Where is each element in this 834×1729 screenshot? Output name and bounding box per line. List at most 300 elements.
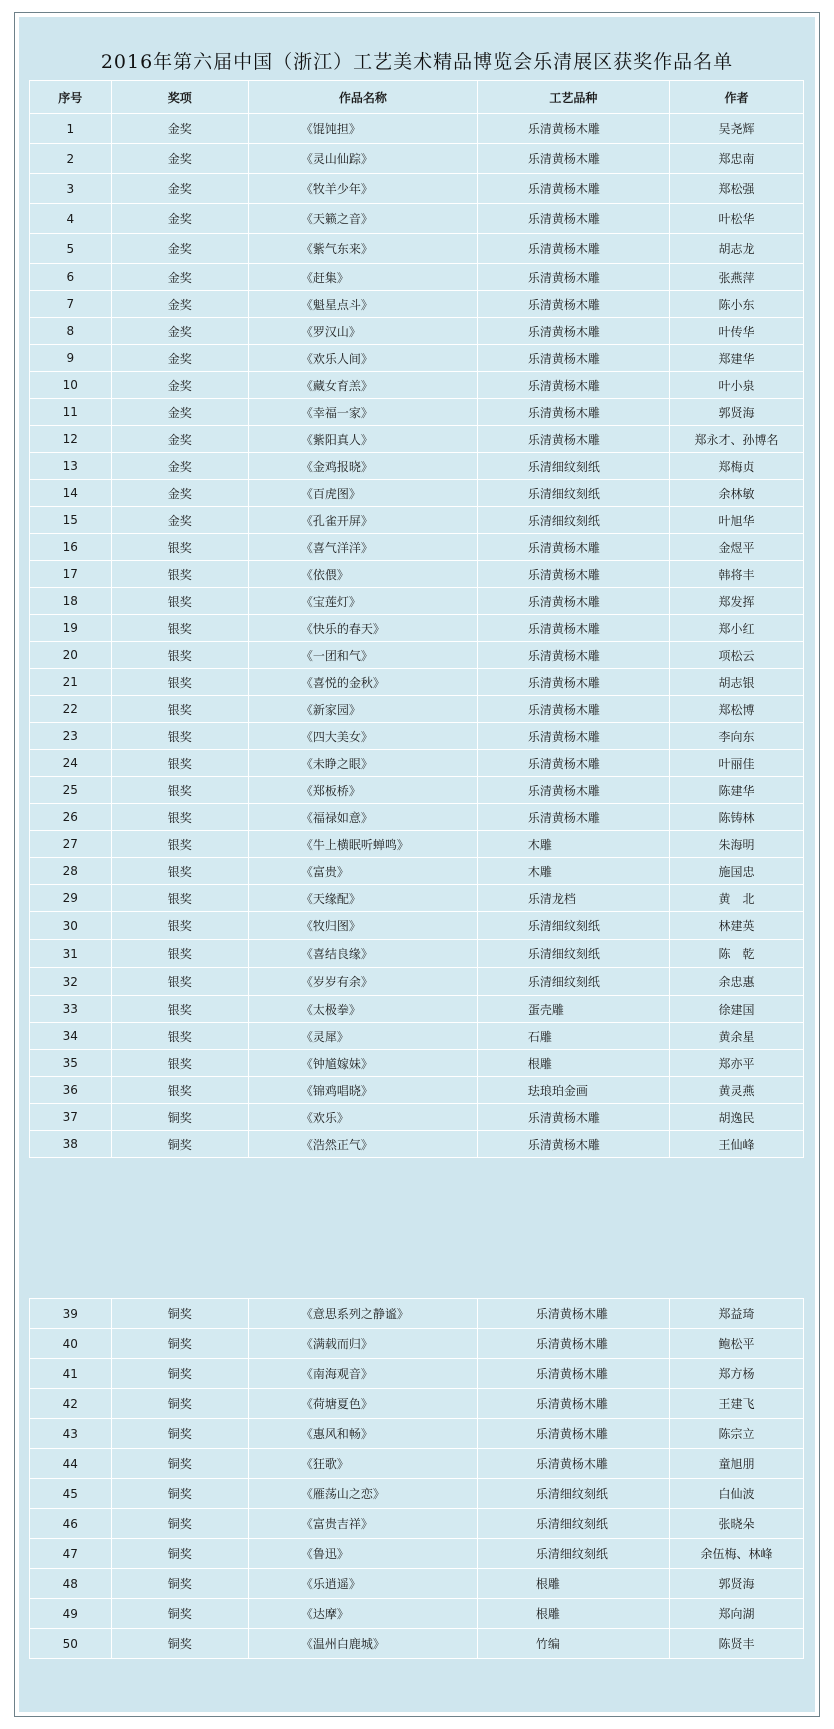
cell-craft-type: 乐清黄杨木雕 <box>477 804 669 831</box>
cell-craft-type: 乐清黄杨木雕 <box>477 426 669 453</box>
cell-work-title: 《太极拳》 <box>248 996 477 1023</box>
cell-craft-type: 根雕 <box>477 1569 669 1599</box>
cell-award: 银奖 <box>111 615 248 642</box>
cell-craft-type: 乐清细纹刻纸 <box>477 1479 669 1509</box>
cell-index: 36 <box>30 1077 112 1104</box>
table-row <box>30 1077 804 1104</box>
cell-work-title: 《雁荡山之恋》 <box>248 1479 477 1509</box>
header-craft-type: 工艺品种 <box>477 81 669 114</box>
table-row <box>30 1299 804 1329</box>
cell-author: 徐建国 <box>669 996 803 1023</box>
cell-author: 郭贤海 <box>669 1569 803 1599</box>
table-row <box>30 114 804 144</box>
cell-index: 34 <box>30 1023 112 1050</box>
table-row <box>30 858 804 885</box>
cell-craft-type: 乐清黄杨木雕 <box>477 204 669 234</box>
cell-index: 47 <box>30 1539 112 1569</box>
table-header-row <box>30 81 804 114</box>
cell-award: 金奖 <box>111 174 248 204</box>
cell-craft-type: 乐清细纹刻纸 <box>477 912 669 940</box>
cell-craft-type: 乐清黄杨木雕 <box>477 669 669 696</box>
cell-index: 45 <box>30 1479 112 1509</box>
cell-author: 林建英 <box>669 912 803 940</box>
cell-index: 29 <box>30 885 112 912</box>
cell-award: 银奖 <box>111 696 248 723</box>
cell-index: 16 <box>30 534 112 561</box>
cell-award: 铜奖 <box>111 1449 248 1479</box>
cell-award: 金奖 <box>111 345 248 372</box>
table-row <box>30 1050 804 1077</box>
cell-award: 银奖 <box>111 968 248 996</box>
cell-index: 10 <box>30 372 112 399</box>
cell-award: 银奖 <box>111 885 248 912</box>
cell-author: 余忠惠 <box>669 968 803 996</box>
cell-award: 银奖 <box>111 912 248 940</box>
cell-work-title: 《快乐的春天》 <box>248 615 477 642</box>
cell-author: 叶传华 <box>669 318 803 345</box>
table-row <box>30 777 804 804</box>
cell-index: 15 <box>30 507 112 534</box>
table-row <box>30 291 804 318</box>
cell-award: 铜奖 <box>111 1539 248 1569</box>
cell-award: 铜奖 <box>111 1629 248 1659</box>
cell-work-title: 《福禄如意》 <box>248 804 477 831</box>
cell-craft-type: 根雕 <box>477 1599 669 1629</box>
cell-craft-type: 乐清黄杨木雕 <box>477 114 669 144</box>
cell-index: 8 <box>30 318 112 345</box>
cell-work-title: 《天籁之音》 <box>248 204 477 234</box>
cell-craft-type: 乐清黄杨木雕 <box>477 234 669 264</box>
cell-index: 5 <box>30 234 112 264</box>
cell-work-title: 《狂歌》 <box>248 1449 477 1479</box>
cell-work-title: 《依偎》 <box>248 561 477 588</box>
table-row <box>30 1569 804 1599</box>
cell-award: 铜奖 <box>111 1419 248 1449</box>
cell-craft-type: 乐清黄杨木雕 <box>477 1104 669 1131</box>
cell-craft-type: 乐清黄杨木雕 <box>477 750 669 777</box>
cell-award: 银奖 <box>111 723 248 750</box>
cell-author: 王仙峰 <box>669 1131 803 1158</box>
cell-index: 27 <box>30 831 112 858</box>
cell-author: 余伍梅、林峰 <box>669 1539 803 1569</box>
cell-author: 韩将丰 <box>669 561 803 588</box>
cell-award: 银奖 <box>111 669 248 696</box>
cell-award: 金奖 <box>111 426 248 453</box>
cell-index: 48 <box>30 1569 112 1599</box>
table-row <box>30 1629 804 1659</box>
cell-craft-type: 乐清黄杨木雕 <box>477 345 669 372</box>
cell-work-title: 《岁岁有余》 <box>248 968 477 996</box>
cell-award: 金奖 <box>111 399 248 426</box>
cell-index: 6 <box>30 264 112 291</box>
cell-author: 李向东 <box>669 723 803 750</box>
cell-craft-type: 乐清黄杨木雕 <box>477 588 669 615</box>
cell-author: 叶丽佳 <box>669 750 803 777</box>
cell-work-title: 《宝莲灯》 <box>248 588 477 615</box>
cell-index: 23 <box>30 723 112 750</box>
cell-craft-type: 乐清黄杨木雕 <box>477 264 669 291</box>
cell-award: 银奖 <box>111 561 248 588</box>
cell-award: 金奖 <box>111 480 248 507</box>
cell-work-title: 《欢乐人间》 <box>248 345 477 372</box>
cell-award: 金奖 <box>111 264 248 291</box>
cell-index: 19 <box>30 615 112 642</box>
table-row <box>30 204 804 234</box>
table-row <box>30 750 804 777</box>
cell-craft-type: 乐清黄杨木雕 <box>477 696 669 723</box>
table-row <box>30 1599 804 1629</box>
cell-work-title: 《四大美女》 <box>248 723 477 750</box>
cell-author: 胡逸民 <box>669 1104 803 1131</box>
cell-author: 陈 乾 <box>669 940 803 968</box>
page-title: 2016年第六届中国（浙江）工艺美术精品博览会乐清展区获奖作品名单 <box>100 51 734 73</box>
cell-award: 铜奖 <box>111 1131 248 1158</box>
table-row <box>30 1419 804 1449</box>
cell-work-title: 《未睁之眼》 <box>248 750 477 777</box>
cell-index: 42 <box>30 1389 112 1419</box>
table-row <box>30 144 804 174</box>
cell-award: 银奖 <box>111 996 248 1023</box>
cell-craft-type: 珐琅珀金画 <box>477 1077 669 1104</box>
table-row <box>30 885 804 912</box>
cell-craft-type: 乐清细纹刻纸 <box>477 507 669 534</box>
cell-craft-type: 乐清龙档 <box>477 885 669 912</box>
cell-award: 铜奖 <box>111 1569 248 1599</box>
cell-author: 郑方杨 <box>669 1359 803 1389</box>
cell-work-title: 《魁星点斗》 <box>248 291 477 318</box>
cell-award: 银奖 <box>111 804 248 831</box>
cell-award: 铜奖 <box>111 1599 248 1629</box>
cell-work-title: 《喜结良缘》 <box>248 940 477 968</box>
cell-craft-type: 乐清细纹刻纸 <box>477 968 669 996</box>
cell-craft-type: 乐清黄杨木雕 <box>477 561 669 588</box>
cell-work-title: 《孔雀开屏》 <box>248 507 477 534</box>
cell-craft-type: 乐清细纹刻纸 <box>477 940 669 968</box>
cell-author: 叶松华 <box>669 204 803 234</box>
cell-author: 陈小东 <box>669 291 803 318</box>
cell-award: 铜奖 <box>111 1479 248 1509</box>
cell-author: 郑亦平 <box>669 1050 803 1077</box>
cell-author: 陈宗立 <box>669 1419 803 1449</box>
cell-index: 40 <box>30 1329 112 1359</box>
cell-author: 郑发挥 <box>669 588 803 615</box>
cell-work-title: 《罗汉山》 <box>248 318 477 345</box>
table-row <box>30 372 804 399</box>
table-row <box>30 399 804 426</box>
cell-work-title: 《金鸡报晓》 <box>248 453 477 480</box>
cell-craft-type: 乐清黄杨木雕 <box>477 1359 669 1389</box>
cell-author: 郑益琦 <box>669 1299 803 1329</box>
table-row <box>30 696 804 723</box>
cell-award: 铜奖 <box>111 1359 248 1389</box>
cell-award: 金奖 <box>111 507 248 534</box>
cell-author: 郑建华 <box>669 345 803 372</box>
cell-work-title: 《一团和气》 <box>248 642 477 669</box>
cell-work-title: 《赶集》 <box>248 264 477 291</box>
cell-award: 银奖 <box>111 777 248 804</box>
cell-work-title: 《满载而归》 <box>248 1329 477 1359</box>
cell-index: 31 <box>30 940 112 968</box>
cell-index: 30 <box>30 912 112 940</box>
cell-index: 22 <box>30 696 112 723</box>
cell-author: 项松云 <box>669 642 803 669</box>
cell-craft-type: 乐清黄杨木雕 <box>477 777 669 804</box>
cell-award: 银奖 <box>111 588 248 615</box>
cell-index: 4 <box>30 204 112 234</box>
header-author: 作者 <box>669 81 803 114</box>
cell-work-title: 《意思系列之静谧》 <box>248 1299 477 1329</box>
cell-craft-type: 乐清黄杨木雕 <box>477 723 669 750</box>
cell-award: 银奖 <box>111 750 248 777</box>
cell-author: 吴尧辉 <box>669 114 803 144</box>
cell-work-title: 《新家园》 <box>248 696 477 723</box>
cell-index: 38 <box>30 1131 112 1158</box>
cell-index: 9 <box>30 345 112 372</box>
cell-award: 银奖 <box>111 1077 248 1104</box>
cell-craft-type: 乐清黄杨木雕 <box>477 1449 669 1479</box>
cell-author: 叶小泉 <box>669 372 803 399</box>
cell-award: 银奖 <box>111 534 248 561</box>
cell-index: 44 <box>30 1449 112 1479</box>
cell-index: 35 <box>30 1050 112 1077</box>
cell-craft-type: 乐清黄杨木雕 <box>477 1329 669 1359</box>
cell-index: 32 <box>30 968 112 996</box>
cell-index: 20 <box>30 642 112 669</box>
cell-author: 金煜平 <box>669 534 803 561</box>
cell-index: 25 <box>30 777 112 804</box>
cell-craft-type: 乐清黄杨木雕 <box>477 291 669 318</box>
table-row <box>30 1389 804 1419</box>
cell-work-title: 《荷塘夏色》 <box>248 1389 477 1419</box>
cell-craft-type: 木雕 <box>477 858 669 885</box>
header-award: 奖项 <box>111 81 248 114</box>
cell-award: 金奖 <box>111 453 248 480</box>
cell-author: 黄 北 <box>669 885 803 912</box>
cell-index: 17 <box>30 561 112 588</box>
table-row <box>30 1509 804 1539</box>
table-row <box>30 345 804 372</box>
cell-author: 郭贤海 <box>669 399 803 426</box>
cell-index: 2 <box>30 144 112 174</box>
cell-award: 金奖 <box>111 204 248 234</box>
cell-author: 郑向湖 <box>669 1599 803 1629</box>
cell-work-title: 《达摩》 <box>248 1599 477 1629</box>
cell-work-title: 《紫阳真人》 <box>248 426 477 453</box>
awards-table-part-2 <box>29 1298 804 1659</box>
cell-award: 银奖 <box>111 1023 248 1050</box>
table-row <box>30 804 804 831</box>
table-row <box>30 642 804 669</box>
cell-work-title: 《鲁迅》 <box>248 1539 477 1569</box>
header-work-title: 作品名称 <box>248 81 477 114</box>
cell-craft-type: 乐清细纹刻纸 <box>477 1509 669 1539</box>
cell-author: 白仙波 <box>669 1479 803 1509</box>
awards-table-part-1 <box>29 80 804 1158</box>
table-row <box>30 264 804 291</box>
cell-work-title: 《温州白鹿城》 <box>248 1629 477 1659</box>
cell-craft-type: 乐清黄杨木雕 <box>477 1131 669 1158</box>
table-row <box>30 534 804 561</box>
cell-index: 13 <box>30 453 112 480</box>
table-row <box>30 507 804 534</box>
cell-author: 陈建华 <box>669 777 803 804</box>
cell-award: 金奖 <box>111 318 248 345</box>
cell-craft-type: 乐清黄杨木雕 <box>477 174 669 204</box>
cell-author: 余林敏 <box>669 480 803 507</box>
cell-work-title: 《牛上横眠听蝉鸣》 <box>248 831 477 858</box>
cell-award: 金奖 <box>111 234 248 264</box>
cell-index: 26 <box>30 804 112 831</box>
cell-award: 银奖 <box>111 858 248 885</box>
table-row <box>30 912 804 940</box>
table-row <box>30 669 804 696</box>
cell-index: 7 <box>30 291 112 318</box>
cell-author: 黄余星 <box>669 1023 803 1050</box>
cell-work-title: 《藏女育羔》 <box>248 372 477 399</box>
cell-award: 金奖 <box>111 291 248 318</box>
cell-index: 21 <box>30 669 112 696</box>
cell-index: 46 <box>30 1509 112 1539</box>
table-row <box>30 453 804 480</box>
cell-index: 3 <box>30 174 112 204</box>
table-row <box>30 234 804 264</box>
cell-author: 胡志龙 <box>669 234 803 264</box>
table-row <box>30 1539 804 1569</box>
cell-award: 铜奖 <box>111 1299 248 1329</box>
cell-author: 王建飞 <box>669 1389 803 1419</box>
cell-author: 施国忠 <box>669 858 803 885</box>
cell-author: 童旭朋 <box>669 1449 803 1479</box>
cell-craft-type: 乐清黄杨木雕 <box>477 615 669 642</box>
cell-work-title: 《牧归图》 <box>248 912 477 940</box>
cell-work-title: 《锦鸡唱晓》 <box>248 1077 477 1104</box>
table-row <box>30 1479 804 1509</box>
cell-author: 叶旭华 <box>669 507 803 534</box>
cell-index: 12 <box>30 426 112 453</box>
cell-author: 郑梅贞 <box>669 453 803 480</box>
cell-work-title: 《幸福一家》 <box>248 399 477 426</box>
cell-work-title: 《馄饨担》 <box>248 114 477 144</box>
cell-work-title: 《喜悦的金秋》 <box>248 669 477 696</box>
cell-index: 50 <box>30 1629 112 1659</box>
cell-craft-type: 竹编 <box>477 1629 669 1659</box>
cell-index: 14 <box>30 480 112 507</box>
cell-craft-type: 根雕 <box>477 1050 669 1077</box>
table-row <box>30 615 804 642</box>
cell-work-title: 《钟馗嫁妹》 <box>248 1050 477 1077</box>
cell-award: 银奖 <box>111 1050 248 1077</box>
cell-index: 49 <box>30 1599 112 1629</box>
cell-work-title: 《富贵》 <box>248 858 477 885</box>
cell-craft-type: 乐清黄杨木雕 <box>477 642 669 669</box>
cell-author: 张燕萍 <box>669 264 803 291</box>
cell-craft-type: 乐清黄杨木雕 <box>477 1389 669 1419</box>
table-row <box>30 1359 804 1389</box>
cell-work-title: 《乐逍遥》 <box>248 1569 477 1599</box>
cell-index: 41 <box>30 1359 112 1389</box>
table-row <box>30 561 804 588</box>
cell-index: 33 <box>30 996 112 1023</box>
cell-index: 18 <box>30 588 112 615</box>
cell-award: 银奖 <box>111 940 248 968</box>
table-row <box>30 426 804 453</box>
cell-author: 黄灵燕 <box>669 1077 803 1104</box>
cell-work-title: 《紫气东来》 <box>248 234 477 264</box>
cell-author: 郑松博 <box>669 696 803 723</box>
cell-craft-type: 石雕 <box>477 1023 669 1050</box>
cell-craft-type: 乐清黄杨木雕 <box>477 1299 669 1329</box>
cell-index: 37 <box>30 1104 112 1131</box>
cell-craft-type: 乐清黄杨木雕 <box>477 318 669 345</box>
cell-craft-type: 乐清黄杨木雕 <box>477 1419 669 1449</box>
cell-author: 郑松强 <box>669 174 803 204</box>
cell-work-title: 《灵山仙踪》 <box>248 144 477 174</box>
cell-index: 28 <box>30 858 112 885</box>
table-row <box>30 996 804 1023</box>
table-row <box>30 968 804 996</box>
table-row <box>30 480 804 507</box>
cell-craft-type: 乐清黄杨木雕 <box>477 372 669 399</box>
cell-award: 银奖 <box>111 831 248 858</box>
cell-author: 陈铸林 <box>669 804 803 831</box>
table-row <box>30 831 804 858</box>
cell-craft-type: 乐清黄杨木雕 <box>477 399 669 426</box>
table-row <box>30 723 804 750</box>
cell-work-title: 《南海观音》 <box>248 1359 477 1389</box>
cell-award: 金奖 <box>111 372 248 399</box>
cell-craft-type: 乐清黄杨木雕 <box>477 534 669 561</box>
cell-work-title: 《喜气洋洋》 <box>248 534 477 561</box>
cell-author: 朱海明 <box>669 831 803 858</box>
cell-work-title: 《牧羊少年》 <box>248 174 477 204</box>
table-row <box>30 318 804 345</box>
cell-author: 胡志银 <box>669 669 803 696</box>
cell-award: 金奖 <box>111 144 248 174</box>
table-row <box>30 1329 804 1359</box>
cell-award: 铜奖 <box>111 1389 248 1419</box>
cell-craft-type: 蛋壳雕 <box>477 996 669 1023</box>
cell-author: 张晓朵 <box>669 1509 803 1539</box>
cell-award: 银奖 <box>111 642 248 669</box>
cell-author: 郑小红 <box>669 615 803 642</box>
cell-craft-type: 乐清细纹刻纸 <box>477 1539 669 1569</box>
cell-award: 铜奖 <box>111 1104 248 1131</box>
cell-index: 39 <box>30 1299 112 1329</box>
cell-author: 郑忠南 <box>669 144 803 174</box>
cell-work-title: 《欢乐》 <box>248 1104 477 1131</box>
cell-work-title: 《富贵吉祥》 <box>248 1509 477 1539</box>
cell-author: 陈贤丰 <box>669 1629 803 1659</box>
cell-craft-type: 乐清细纹刻纸 <box>477 480 669 507</box>
cell-work-title: 《浩然正气》 <box>248 1131 477 1158</box>
cell-index: 11 <box>30 399 112 426</box>
table-row <box>30 1023 804 1050</box>
cell-work-title: 《百虎图》 <box>248 480 477 507</box>
header-index: 序号 <box>30 81 112 114</box>
cell-award: 铜奖 <box>111 1329 248 1359</box>
cell-craft-type: 乐清黄杨木雕 <box>477 144 669 174</box>
table-row <box>30 940 804 968</box>
table-row <box>30 1449 804 1479</box>
table-row <box>30 588 804 615</box>
cell-work-title: 《惠风和畅》 <box>248 1419 477 1449</box>
cell-index: 43 <box>30 1419 112 1449</box>
cell-work-title: 《天缘配》 <box>248 885 477 912</box>
cell-author: 郑永才、孙博名 <box>669 426 803 453</box>
cell-work-title: 《郑板桥》 <box>248 777 477 804</box>
cell-craft-type: 木雕 <box>477 831 669 858</box>
table-row <box>30 174 804 204</box>
